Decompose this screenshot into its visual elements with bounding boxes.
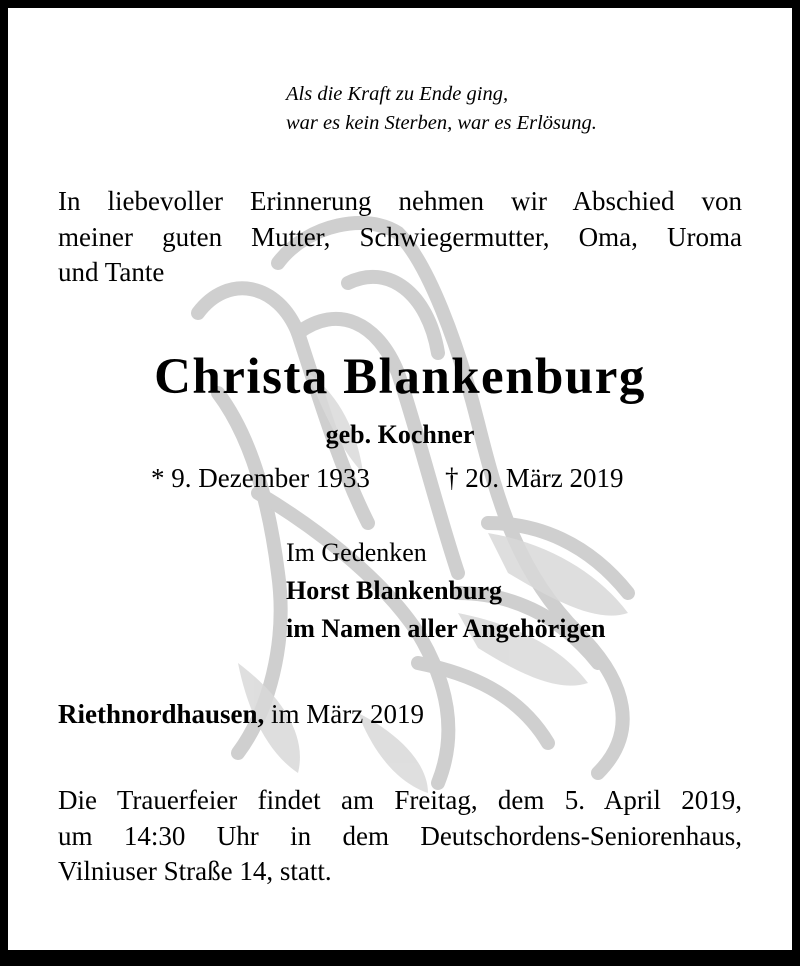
on-behalf-line: im Namen aller Angehörigen (286, 614, 606, 643)
death-date: † 20. März 2019 (445, 463, 624, 493)
mourner-name: Horst Blankenburg (286, 576, 502, 605)
intro-line: und Tante (58, 257, 165, 287)
deceased-name: Christa Blankenburg (154, 349, 646, 405)
notice-date: im März 2019 (271, 699, 425, 729)
intro-line: In liebevoller Erinnerung nehmen wir Abschied von (58, 186, 742, 216)
funeral-line: Die Trauerfeier findet am Freitag, dem 5. April 2019, (58, 785, 742, 815)
quote-line: war es kein Sterben, war es Erlösung. (286, 112, 597, 134)
funeral-line: um 14:30 Uhr in dem Deutschordens-Seniorenhaus, (58, 820, 742, 851)
funeral-paragraph (58, 783, 742, 890)
birth-date: * 9. Dezember 1933 (151, 463, 370, 493)
obituary-notice (8, 8, 792, 950)
town-name: Riethnordhausen, (58, 699, 265, 729)
place-date-line (58, 696, 424, 732)
memorial-heading: Im Gedenken (286, 538, 427, 567)
funeral-line: Vilniuser Straße 14, statt. (58, 856, 332, 886)
intro-paragraph (58, 184, 742, 291)
memorial-block (286, 534, 605, 648)
epitaph-quote (286, 80, 597, 138)
quote-line: Als die Kraft zu Ende ging, (286, 83, 509, 105)
intro-line: meiner guten Mutter, Schwiegermutter, Oma, Uroma (58, 221, 742, 252)
maiden-name: geb. Kochner (325, 420, 475, 449)
